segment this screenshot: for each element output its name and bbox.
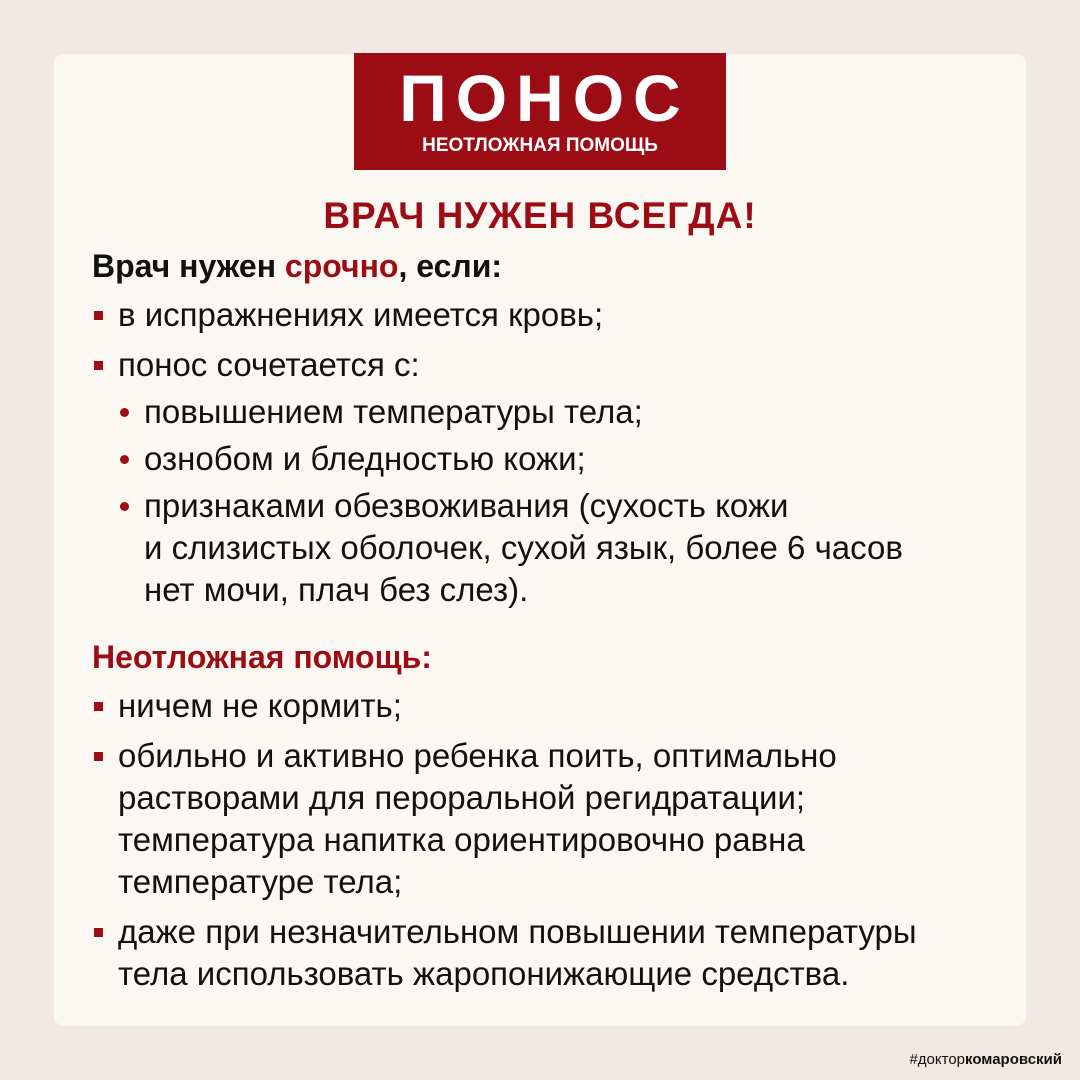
sublist-item-text: повышением температуры тела;	[144, 393, 643, 430]
headline: ВРАЧ НУЖЕН ВСЕГДА!	[323, 195, 757, 236]
list-item-text: в испражнениях имеется кровь;	[118, 296, 604, 333]
urgent-list	[92, 294, 1012, 386]
round-bullet-icon	[120, 455, 129, 464]
list-item-text: понос сочетается с:	[118, 346, 420, 383]
main-content	[92, 246, 1012, 995]
first-aid-heading: Неотложная помощь:	[92, 639, 432, 675]
list-item	[92, 294, 1012, 336]
hashtag-bold: комаровский	[965, 1051, 1062, 1068]
list-item-text: даже при незначительном повышении температуры тела использовать жаропонижающие средства.	[118, 913, 917, 992]
urgent-heading-end: , если:	[398, 248, 503, 284]
hashtag-footer	[909, 1051, 1062, 1068]
sublist-item	[92, 391, 1012, 433]
square-bullet-icon	[94, 311, 103, 320]
square-bullet-icon	[94, 752, 103, 761]
title-banner	[354, 53, 726, 170]
square-bullet-icon	[94, 928, 103, 937]
urgent-heading-highlight: срочно	[284, 248, 399, 284]
urgent-sublist	[92, 391, 1012, 611]
page-subtitle: НЕОТЛОЖНАЯ ПОМОЩЬ	[422, 135, 658, 156]
page-title: ПОНОС	[399, 61, 690, 135]
list-item	[92, 911, 1012, 995]
urgent-heading-start: Врач нужен	[92, 248, 285, 284]
round-bullet-icon	[120, 408, 129, 417]
square-bullet-icon	[94, 361, 103, 370]
sublist-item	[92, 438, 1012, 480]
hashtag-prefix: #доктор	[909, 1051, 966, 1068]
round-bullet-icon	[120, 502, 129, 511]
list-item-text: обильно и активно ребенка поить, оптимально растворами для пероральной регидратации; температура напитка ориентировочно равна температуре тела;	[118, 737, 837, 900]
urgent-heading	[92, 246, 1012, 286]
sublist-item-text: признаками обезвоживания (сухость кожи и слизистых оболочек, сухой язык, более 6 часов нет мочи, плач без слез).	[144, 487, 903, 608]
sublist-item	[92, 485, 1012, 611]
list-item-text: ничем не кормить;	[118, 687, 402, 724]
list-item	[92, 344, 1012, 386]
list-item	[92, 735, 1012, 903]
square-bullet-icon	[94, 702, 103, 711]
list-item	[92, 685, 1012, 727]
first-aid-list	[92, 685, 1012, 995]
sublist-item-text: ознобом и бледностью кожи;	[144, 440, 586, 477]
